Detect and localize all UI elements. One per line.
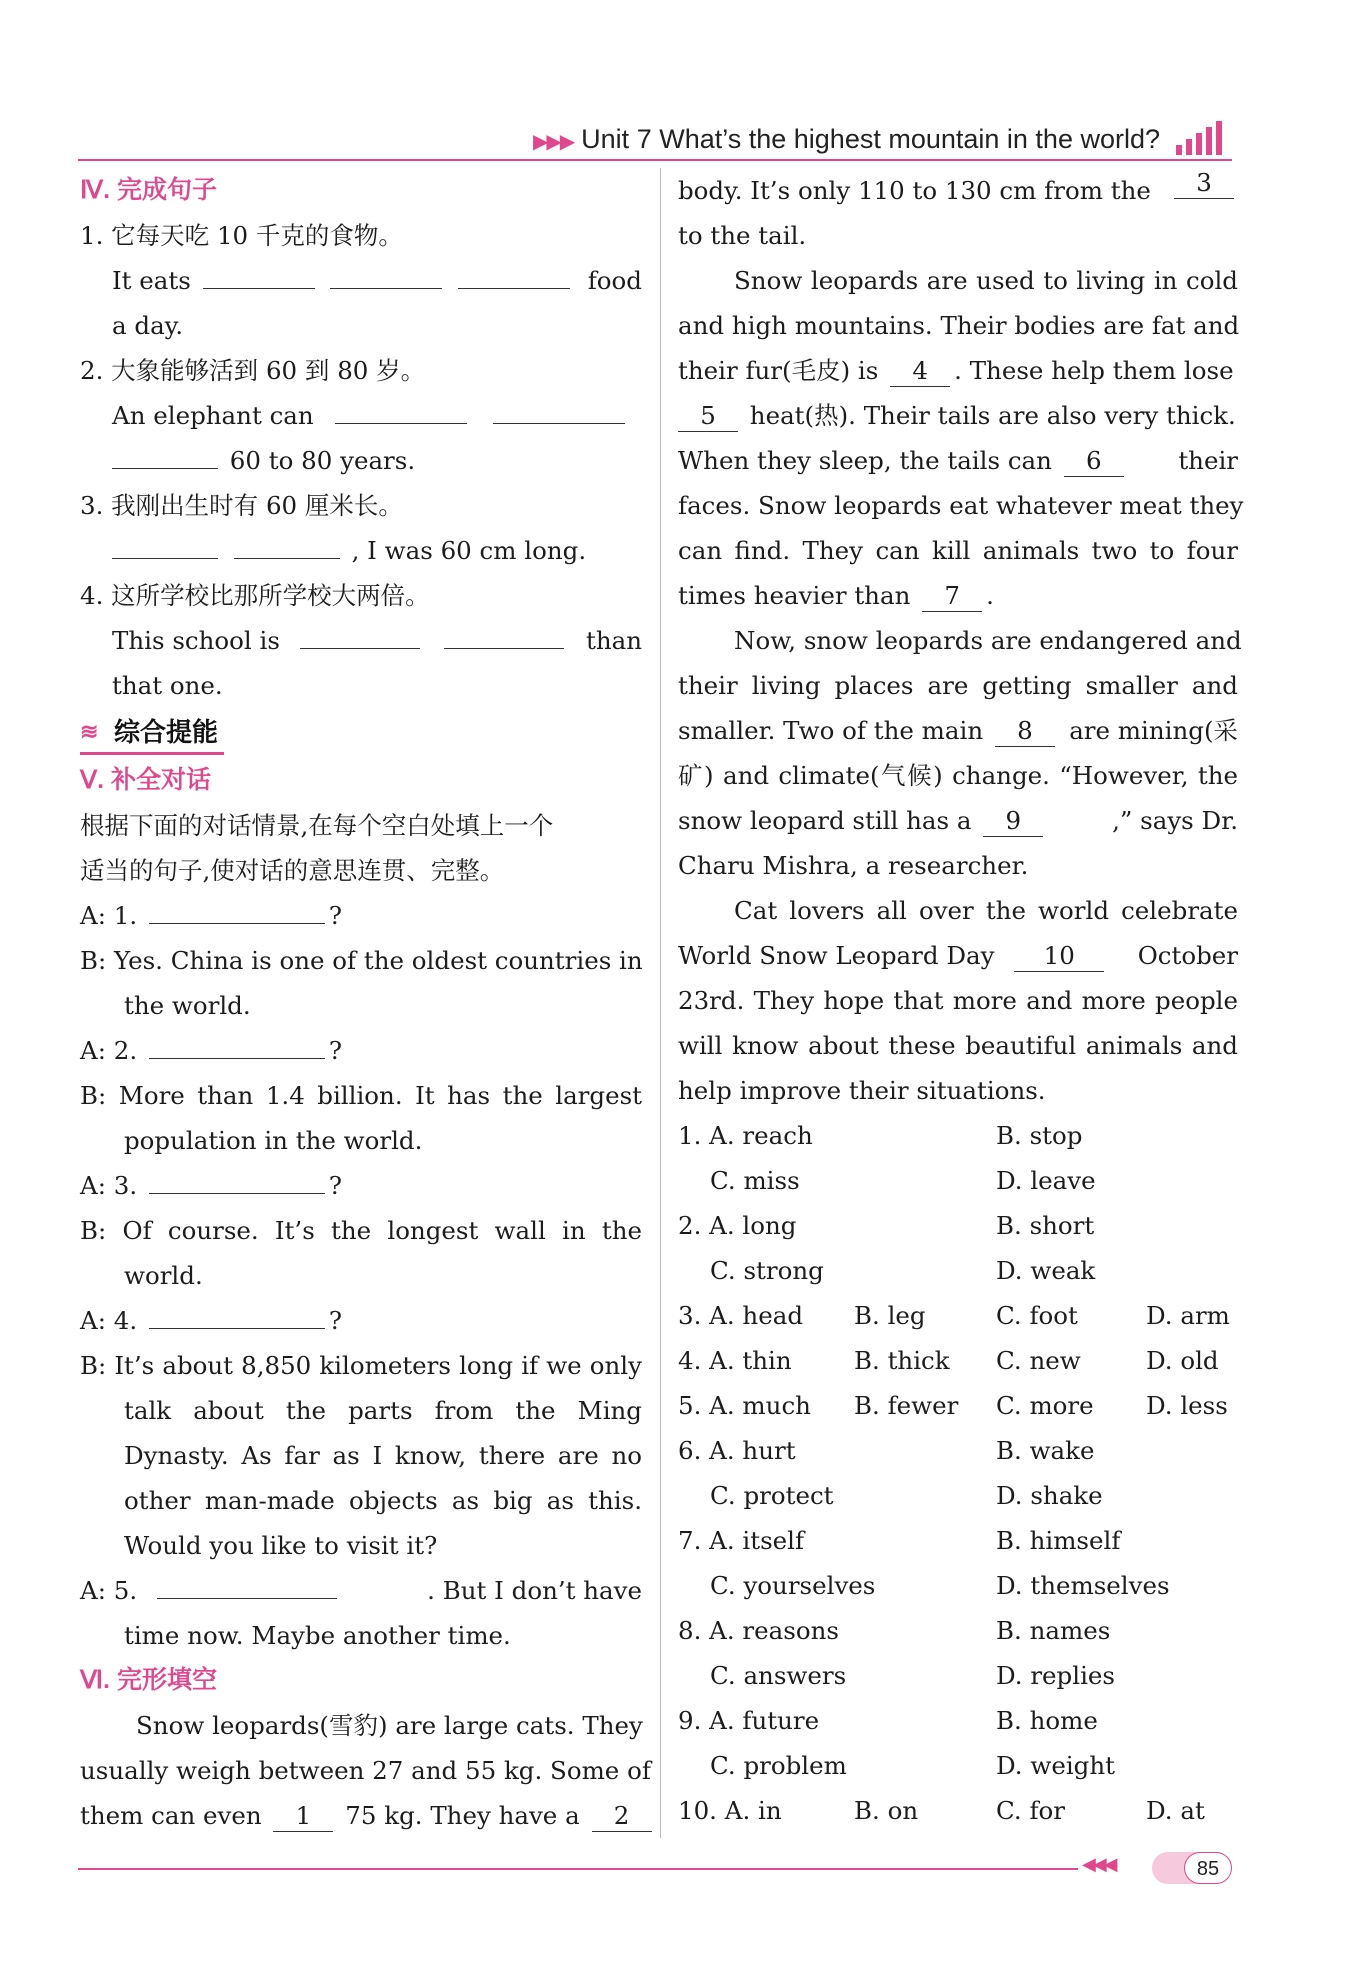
signal-bars-icon [1176, 119, 1232, 155]
r13-text-a: smaller. Two of the main [678, 716, 984, 745]
r15-text-a: snow leopard still has a [678, 806, 972, 835]
passage-left-line2: usually weigh between 27 and 55 kg. Some of [80, 1756, 651, 1785]
dialog-b3-line2: world. [124, 1261, 203, 1290]
dialog-b3-line1: B: Of course. It’s the longest wall in the [80, 1216, 642, 1245]
s1-blank-1[interactable] [203, 258, 315, 289]
section-4-title: Ⅳ. 完成句子 [80, 176, 217, 204]
dialog-b1-line1: B: Yes. China is one of the oldest countries in [80, 946, 643, 975]
a3-blank[interactable] [149, 1163, 325, 1194]
passage-r3: Snow leopards are used to living in cold [734, 266, 1238, 295]
books-icon: ≋ [80, 719, 99, 744]
s1-blank-3[interactable] [458, 258, 570, 289]
q4-option-c[interactable]: C. new [996, 1346, 1081, 1375]
q2-option-b[interactable]: B. short [996, 1211, 1095, 1240]
passage-r18 [678, 933, 1238, 978]
passage-r1 [678, 168, 1238, 213]
q3-option-b[interactable]: B. leg [854, 1301, 926, 1330]
s2-english [80, 393, 642, 438]
q9-option-c[interactable]: C. problem [710, 1751, 847, 1780]
column-divider [660, 168, 661, 1838]
dialog-a4 [80, 1298, 642, 1343]
q4-option-d[interactable]: D. old [1146, 1346, 1219, 1375]
s4-text-b: than [585, 626, 642, 655]
q9-options-row2 [678, 1743, 1238, 1788]
dialog-b2-line1: B: More than 1.4 billion. It has the largest [80, 1081, 642, 1110]
section-6-title: Ⅵ. 完形填空 [80, 1666, 217, 1694]
q9-option-d[interactable]: D. weight [996, 1751, 1115, 1780]
dialog-b4-line2: talk about the parts from the Ming [124, 1396, 642, 1425]
passage-r9: can find. They can kill animals two to four [678, 536, 1238, 565]
q3-option-c[interactable]: C. foot [996, 1301, 1078, 1330]
q9-options-row1 [678, 1698, 1238, 1743]
a4-qmark: ? [328, 1306, 343, 1335]
q8-option-c[interactable]: C. answers [710, 1661, 847, 1690]
s4-text-a: This school is [112, 626, 280, 655]
passage-r10 [678, 573, 1238, 618]
r15-text-b: ,” says Dr. [1112, 806, 1238, 835]
dialog-a5 [80, 1568, 642, 1613]
q4-option-a[interactable]: 4. A. thin [678, 1346, 792, 1375]
q3-option-d[interactable]: D. arm [1146, 1301, 1230, 1330]
passage-r19: 23rd. They hope that more and more people [678, 986, 1238, 1015]
q7-options-row2 [678, 1563, 1238, 1608]
passage-left-line3 [80, 1793, 642, 1838]
q3-options [678, 1293, 1238, 1338]
cloze-blank-7[interactable]: 7 [922, 581, 982, 612]
a4-label: A: 4. [80, 1306, 138, 1335]
r5-text-b: . These help them lose [954, 356, 1234, 385]
cloze-blank-2[interactable]: 2 [592, 1801, 652, 1832]
s3-text-a: , I was 60 cm long. [351, 536, 587, 565]
dialog-b4-line5: Would you like to visit it? [124, 1531, 438, 1560]
dialog-b4-line1: B: It’s about 8,850 kilometers long if we only [80, 1351, 642, 1380]
q7-option-d[interactable]: D. themselves [996, 1571, 1170, 1600]
q5-options [678, 1383, 1238, 1428]
passage-r4: and high mountains. Their bodies are fat and [678, 311, 1240, 340]
q8-option-b[interactable]: B. names [996, 1616, 1111, 1645]
a2-label: A: 2. [80, 1036, 138, 1065]
q9-option-a[interactable]: 9. A. future [678, 1706, 820, 1735]
a5-label: A: 5. [80, 1576, 138, 1605]
s1-text-b: food [587, 266, 642, 295]
s4-blank-2[interactable] [444, 618, 564, 649]
p13-text-a: them can even [80, 1801, 262, 1830]
q7-option-b[interactable]: B. himself [996, 1526, 1121, 1555]
s3-blank-2[interactable] [234, 528, 340, 559]
unit-title [533, 124, 1160, 155]
passage-r2: to the tail. [678, 221, 807, 250]
a5-blank[interactable] [157, 1568, 337, 1599]
q8-option-a[interactable]: 8. A. reasons [678, 1616, 839, 1645]
triangle-arrows-icon: ▶▶▶ [533, 131, 574, 153]
s1-end: a day. [112, 311, 184, 340]
cloze-blank-6[interactable]: 6 [1064, 446, 1124, 477]
s2-cont [80, 438, 642, 483]
q6-option-b[interactable]: B. wake [996, 1436, 1095, 1465]
cloze-blank-10[interactable]: 10 [1014, 941, 1104, 972]
dialog-a5-line2: time now. Maybe another time. [124, 1621, 511, 1650]
s2-blank-2[interactable] [493, 393, 625, 424]
section-5-title: Ⅴ. 补全对话 [80, 766, 211, 794]
passage-r12: their living places are getting smaller and [678, 671, 1238, 700]
a3-qmark: ? [328, 1171, 343, 1200]
s1-english [80, 258, 642, 303]
a2-blank[interactable] [149, 1028, 325, 1059]
s2-chinese: 2. 大象能够活到 60 到 80 岁。 [80, 356, 426, 385]
r13-text-b: are mining(采 [1069, 716, 1238, 745]
right-column [678, 168, 1244, 1833]
q4-options [678, 1338, 1238, 1383]
dialog-a1 [80, 893, 642, 938]
q7-option-a[interactable]: 7. A. itself [678, 1526, 805, 1555]
a1-label: A: 1. [80, 901, 138, 930]
cloze-blank-8[interactable]: 8 [995, 716, 1055, 747]
q2-options-row2 [678, 1248, 1238, 1293]
q3-option-a[interactable]: 3. A. head [678, 1301, 804, 1330]
footer-rule [78, 1868, 1078, 1870]
s4-blank-1[interactable] [300, 618, 420, 649]
passage-r7 [678, 438, 1238, 483]
q5-option-b[interactable]: B. fewer [854, 1391, 959, 1420]
q7-options-row1 [678, 1518, 1238, 1563]
passage-r14: 矿) and climate(气候) change. “However, the [678, 761, 1238, 790]
s4-end: that one. [112, 671, 223, 700]
section-5-instruction-2: 适当的句子,使对话的意思连贯、完整。 [80, 856, 505, 885]
s2-blank-1[interactable] [335, 393, 467, 424]
q4-option-b[interactable]: B. thick [854, 1346, 950, 1375]
dialog-b4-line4: other man-made objects as big as this. [124, 1486, 642, 1515]
q6-options-row2 [678, 1473, 1238, 1518]
a1-qmark: ? [328, 901, 343, 930]
q1-option-c[interactable]: C. miss [710, 1166, 800, 1195]
q7-option-c[interactable]: C. yourselves [710, 1571, 876, 1600]
footer-triangles-icon: ◀◀◀ [1082, 1854, 1115, 1875]
s1-text-a: It eats [112, 266, 191, 295]
passage-r13 [678, 708, 1238, 753]
unit-title-text: Unit 7 What’s the highest mountain in the world? [581, 124, 1160, 154]
s2-text-a: An elephant can [112, 401, 314, 430]
r18-text-b: October [1137, 941, 1238, 970]
page-header [78, 115, 1232, 161]
cloze-blank-4[interactable]: 4 [890, 356, 950, 387]
q5-option-a[interactable]: 5. A. much [678, 1391, 811, 1420]
passage-r17: Cat lovers all over the world celebrate [734, 896, 1238, 925]
banner-text: 综合提能 [114, 717, 219, 747]
q1-option-b[interactable]: B. stop [996, 1121, 1083, 1150]
q10-option-a[interactable]: 10. A. in [678, 1796, 782, 1825]
q9-option-b[interactable]: B. home [996, 1706, 1098, 1735]
section-banner [80, 712, 224, 755]
q10-option-d[interactable]: D. at [1146, 1796, 1205, 1825]
passage-r15 [678, 798, 1238, 843]
q10-options [678, 1788, 1238, 1833]
s2-text-b: 60 to 80 years. [229, 446, 416, 475]
passage-r21: help improve their situations. [678, 1076, 1046, 1105]
q2-option-c[interactable]: C. strong [710, 1256, 824, 1285]
s2-blank-3[interactable] [112, 438, 218, 469]
passage-r16: Charu Mishra, a researcher. [678, 851, 1029, 880]
q2-option-a[interactable]: 2. A. long [678, 1211, 797, 1240]
q6-options-row1 [678, 1428, 1238, 1473]
q8-options-row2 [678, 1653, 1238, 1698]
passage-r11: Now, snow leopards are endangered and [734, 626, 1242, 655]
q2-options-row1 [678, 1203, 1238, 1248]
dialog-b1-line2: the world. [124, 991, 251, 1020]
q6-option-c[interactable]: C. protect [710, 1481, 834, 1510]
s3-english [80, 528, 642, 573]
passage-r20: will know about these beautiful animals and [678, 1031, 1238, 1060]
passage-left-line1: Snow leopards(雪豹) are large cats. They [136, 1711, 643, 1740]
q6-option-d[interactable]: D. shake [996, 1481, 1103, 1510]
dialog-b4-line3: Dynasty. As far as I know, there are no [124, 1441, 642, 1470]
banner-row [80, 708, 642, 758]
q5-option-c[interactable]: C. more [996, 1391, 1094, 1420]
s1-blank-2[interactable] [330, 258, 442, 289]
cloze-blank-5[interactable]: 5 [678, 401, 738, 432]
q1-option-a[interactable]: 1. A. reach [678, 1121, 813, 1150]
cloze-blank-3[interactable]: 3 [1174, 168, 1234, 199]
q6-option-a[interactable]: 6. A. hurt [678, 1436, 796, 1465]
s4-chinese: 4. 这所学校比那所学校大两倍。 [80, 581, 430, 610]
a1-blank[interactable] [149, 893, 325, 924]
r1-text: body. It’s only 110 to 130 cm from the [678, 176, 1151, 205]
a2-qmark: ? [328, 1036, 343, 1065]
passage-r8: faces. Snow leopards eat whatever meat they [678, 491, 1244, 520]
r18-text-a: World Snow Leopard Day [678, 941, 995, 970]
q5-option-d[interactable]: D. less [1146, 1391, 1228, 1420]
q1-options-row2 [678, 1158, 1238, 1203]
dialog-b2-line2: population in the world. [124, 1126, 423, 1155]
s3-chinese: 3. 我刚出生时有 60 厘米长。 [80, 491, 403, 520]
s1-chinese: 1. 它每天吃 10 千克的食物。 [80, 221, 403, 250]
s3-blank-1[interactable] [112, 528, 218, 559]
s4-english [80, 618, 642, 663]
q2-option-d[interactable]: D. weak [996, 1256, 1096, 1285]
dialog-a2 [80, 1028, 642, 1073]
r5-text-a: their fur(毛皮) is [678, 356, 879, 385]
passage-r6 [678, 393, 1238, 438]
q1-option-d[interactable]: D. leave [996, 1166, 1096, 1195]
a5-text-b: . But I don’t have [427, 1576, 642, 1605]
r7-text-a: When they sleep, the tails can [678, 446, 1052, 475]
a3-label: A: 3. [80, 1171, 138, 1200]
r10-text-b: . [986, 581, 994, 610]
passage-r5 [678, 348, 1238, 393]
q8-option-d[interactable]: D. replies [996, 1661, 1115, 1690]
p13-text-b: 75 kg. They have a [345, 1801, 580, 1830]
r6-text-b: heat(热). Their tails are also very thick. [749, 401, 1236, 430]
r7-text-b: their [1178, 446, 1238, 475]
cloze-blank-1[interactable]: 1 [273, 1801, 333, 1832]
dialog-a3 [80, 1163, 642, 1208]
q8-options-row1 [678, 1608, 1238, 1653]
cloze-blank-9[interactable]: 9 [983, 806, 1043, 837]
q10-option-b[interactable]: B. on [854, 1796, 919, 1825]
q10-option-c[interactable]: C. for [996, 1796, 1065, 1825]
page-number: 85 [1184, 1852, 1232, 1884]
section-5-instruction-1: 根据下面的对话情景,在每个空白处填上一个 [80, 811, 554, 840]
left-column [80, 168, 651, 1838]
q1-options-row1 [678, 1113, 1238, 1158]
r10-text-a: times heavier than [678, 581, 911, 610]
a4-blank[interactable] [149, 1298, 325, 1329]
